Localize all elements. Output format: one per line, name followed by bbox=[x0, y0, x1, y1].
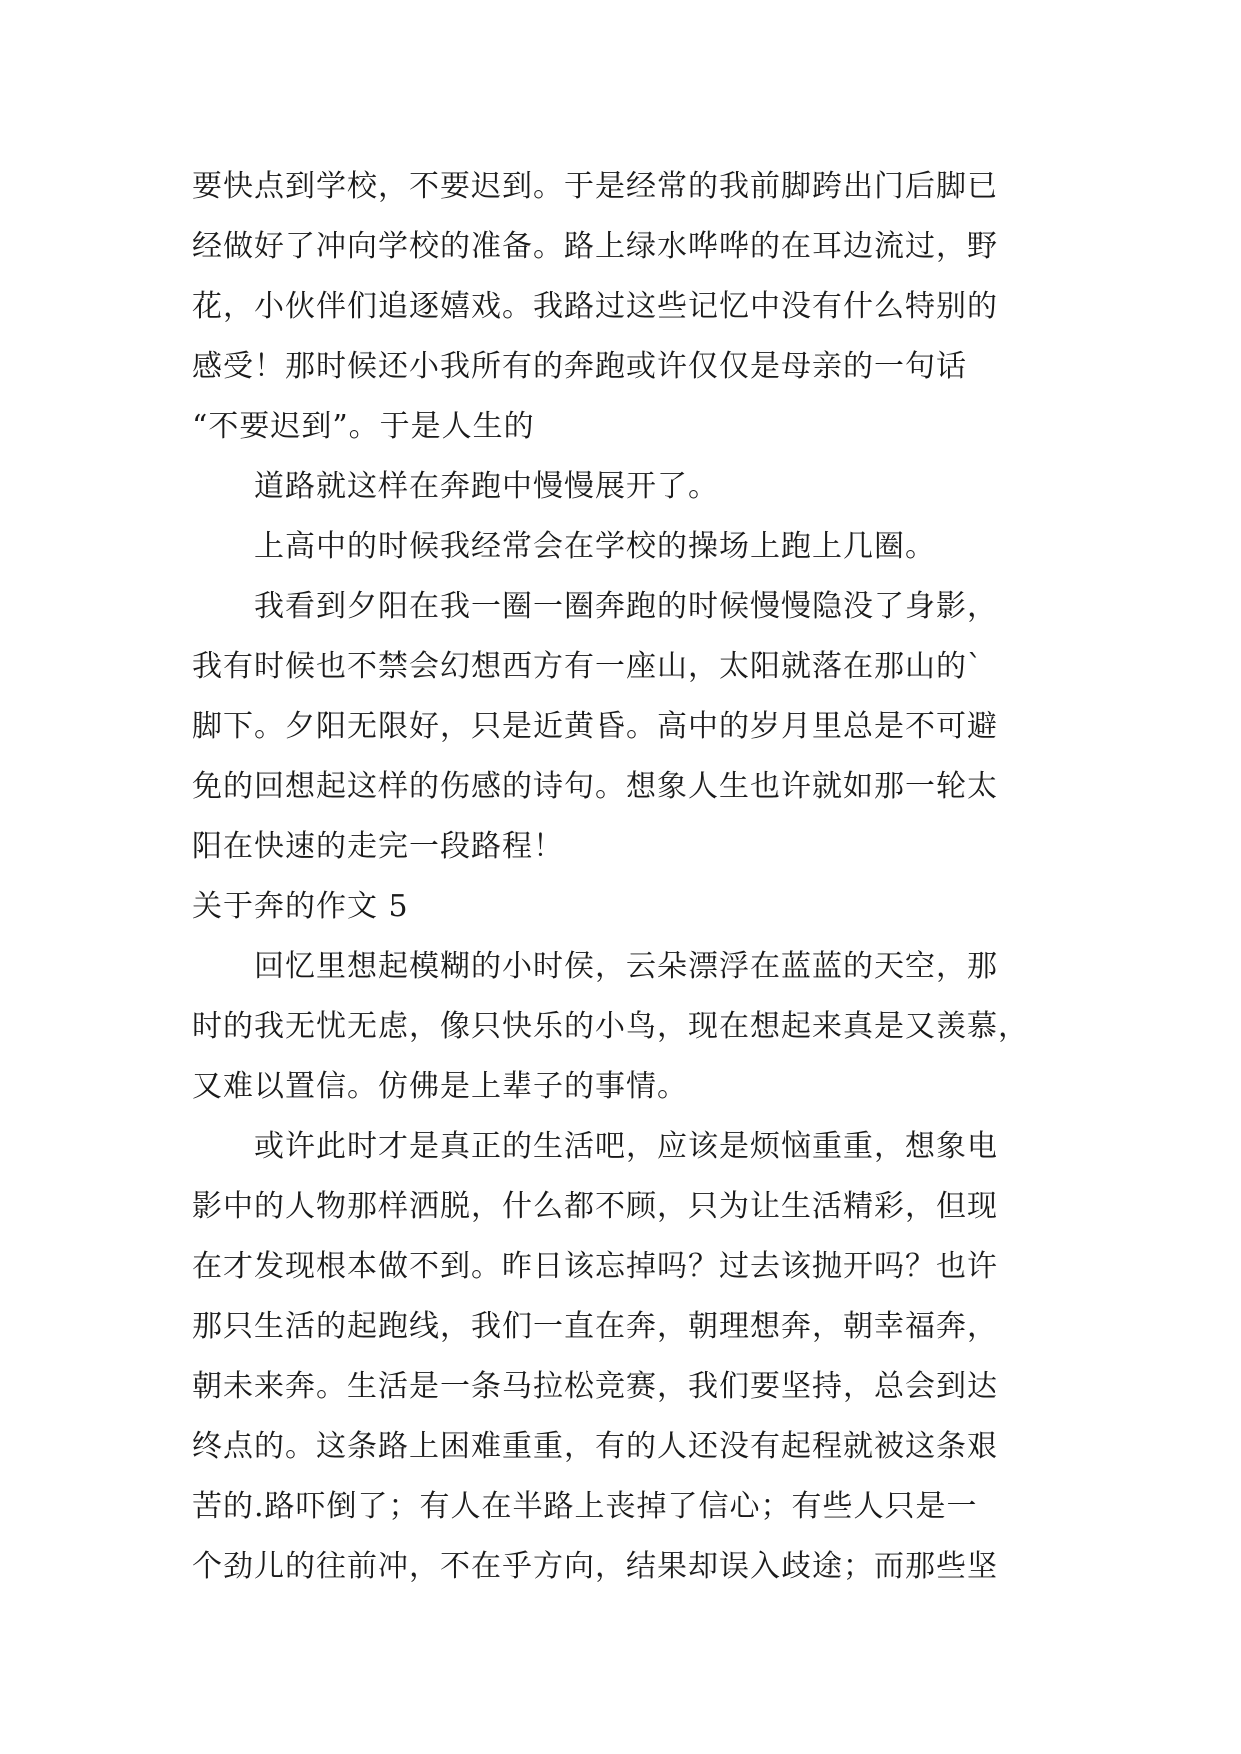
paragraph-3 bbox=[192, 517, 1050, 577]
text-line: 花，小伙伴们追逐嬉戏。我路过这些记忆中没有什么特别的 bbox=[192, 289, 998, 324]
text-line: 终点的。这条路上困难重重，有的人还没有起程就被这条艰 bbox=[192, 1429, 998, 1464]
text-line: 回忆里想起模糊的小时侯，云朵漂浮在蓝蓝的天空，那 bbox=[254, 949, 998, 984]
document-page bbox=[192, 157, 1050, 1597]
text-line: 感受！那时候还小我所有的奔跑或许仅仅是母亲的一句话 bbox=[192, 349, 967, 384]
text-line: 又难以置信。仿佛是上辈子的事情。 bbox=[192, 1069, 688, 1104]
text-line: 在才发现根本做不到。昨日该忘掉吗？过去该抛开吗？也许 bbox=[192, 1249, 998, 1284]
paragraph-2 bbox=[192, 457, 1050, 517]
section-heading bbox=[192, 877, 1050, 937]
text-line: 影中的人物那样洒脱，什么都不顾，只为让生活精彩，但现 bbox=[192, 1189, 998, 1224]
heading-text: 关于奔的作文 5 bbox=[192, 889, 409, 924]
text-line: 那只生活的起跑线，我们一直在奔，朝理想奔，朝幸福奔， bbox=[192, 1309, 998, 1344]
text-line: 个劲儿的往前冲，不在乎方向，结果却误入歧途；而那些坚 bbox=[192, 1549, 998, 1584]
text-line: 上高中的时候我经常会在学校的操场上跑上几圈。 bbox=[254, 529, 936, 564]
text-line: “不要迟到”。于是人生的 bbox=[192, 409, 535, 444]
paragraph-5 bbox=[192, 937, 1050, 1117]
text-line: 我有时候也不禁会幻想西方有一座山，太阳就落在那山的` bbox=[192, 649, 983, 684]
text-line: 经做好了冲向学校的准备。路上绿水哗哗的在耳边流过，野 bbox=[192, 229, 998, 264]
text-line: 我看到夕阳在我一圈一圈奔跑的时候慢慢隐没了身影， bbox=[254, 589, 998, 624]
text-line: 苦的.路吓倒了；有人在半路上丧掉了信心；有些人只是一 bbox=[192, 1489, 978, 1524]
text-line: 要快点到学校，不要迟到。于是经常的我前脚跨出门后脚已 bbox=[192, 169, 998, 204]
text-line: 免的回想起这样的伤感的诗句。想象人生也许就如那一轮太 bbox=[192, 769, 998, 804]
text-line: 阳在快速的走完一段路程！ bbox=[192, 829, 564, 864]
text-line: 道路就这样在奔跑中慢慢展开了。 bbox=[254, 469, 719, 504]
paragraph-4 bbox=[192, 577, 1050, 877]
text-line: 脚下。夕阳无限好，只是近黄昏。高中的岁月里总是不可避 bbox=[192, 709, 998, 744]
text-line: 时的我无忧无虑，像只快乐的小鸟，现在想起来真是又羡慕， bbox=[192, 1009, 1029, 1044]
paragraph-1 bbox=[192, 157, 1050, 457]
paragraph-6 bbox=[192, 1117, 1050, 1597]
text-line: 或许此时才是真正的生活吧，应该是烦恼重重，想象电 bbox=[254, 1129, 998, 1164]
text-line: 朝未来奔。生活是一条马拉松竞赛，我们要坚持，总会到达 bbox=[192, 1369, 998, 1404]
